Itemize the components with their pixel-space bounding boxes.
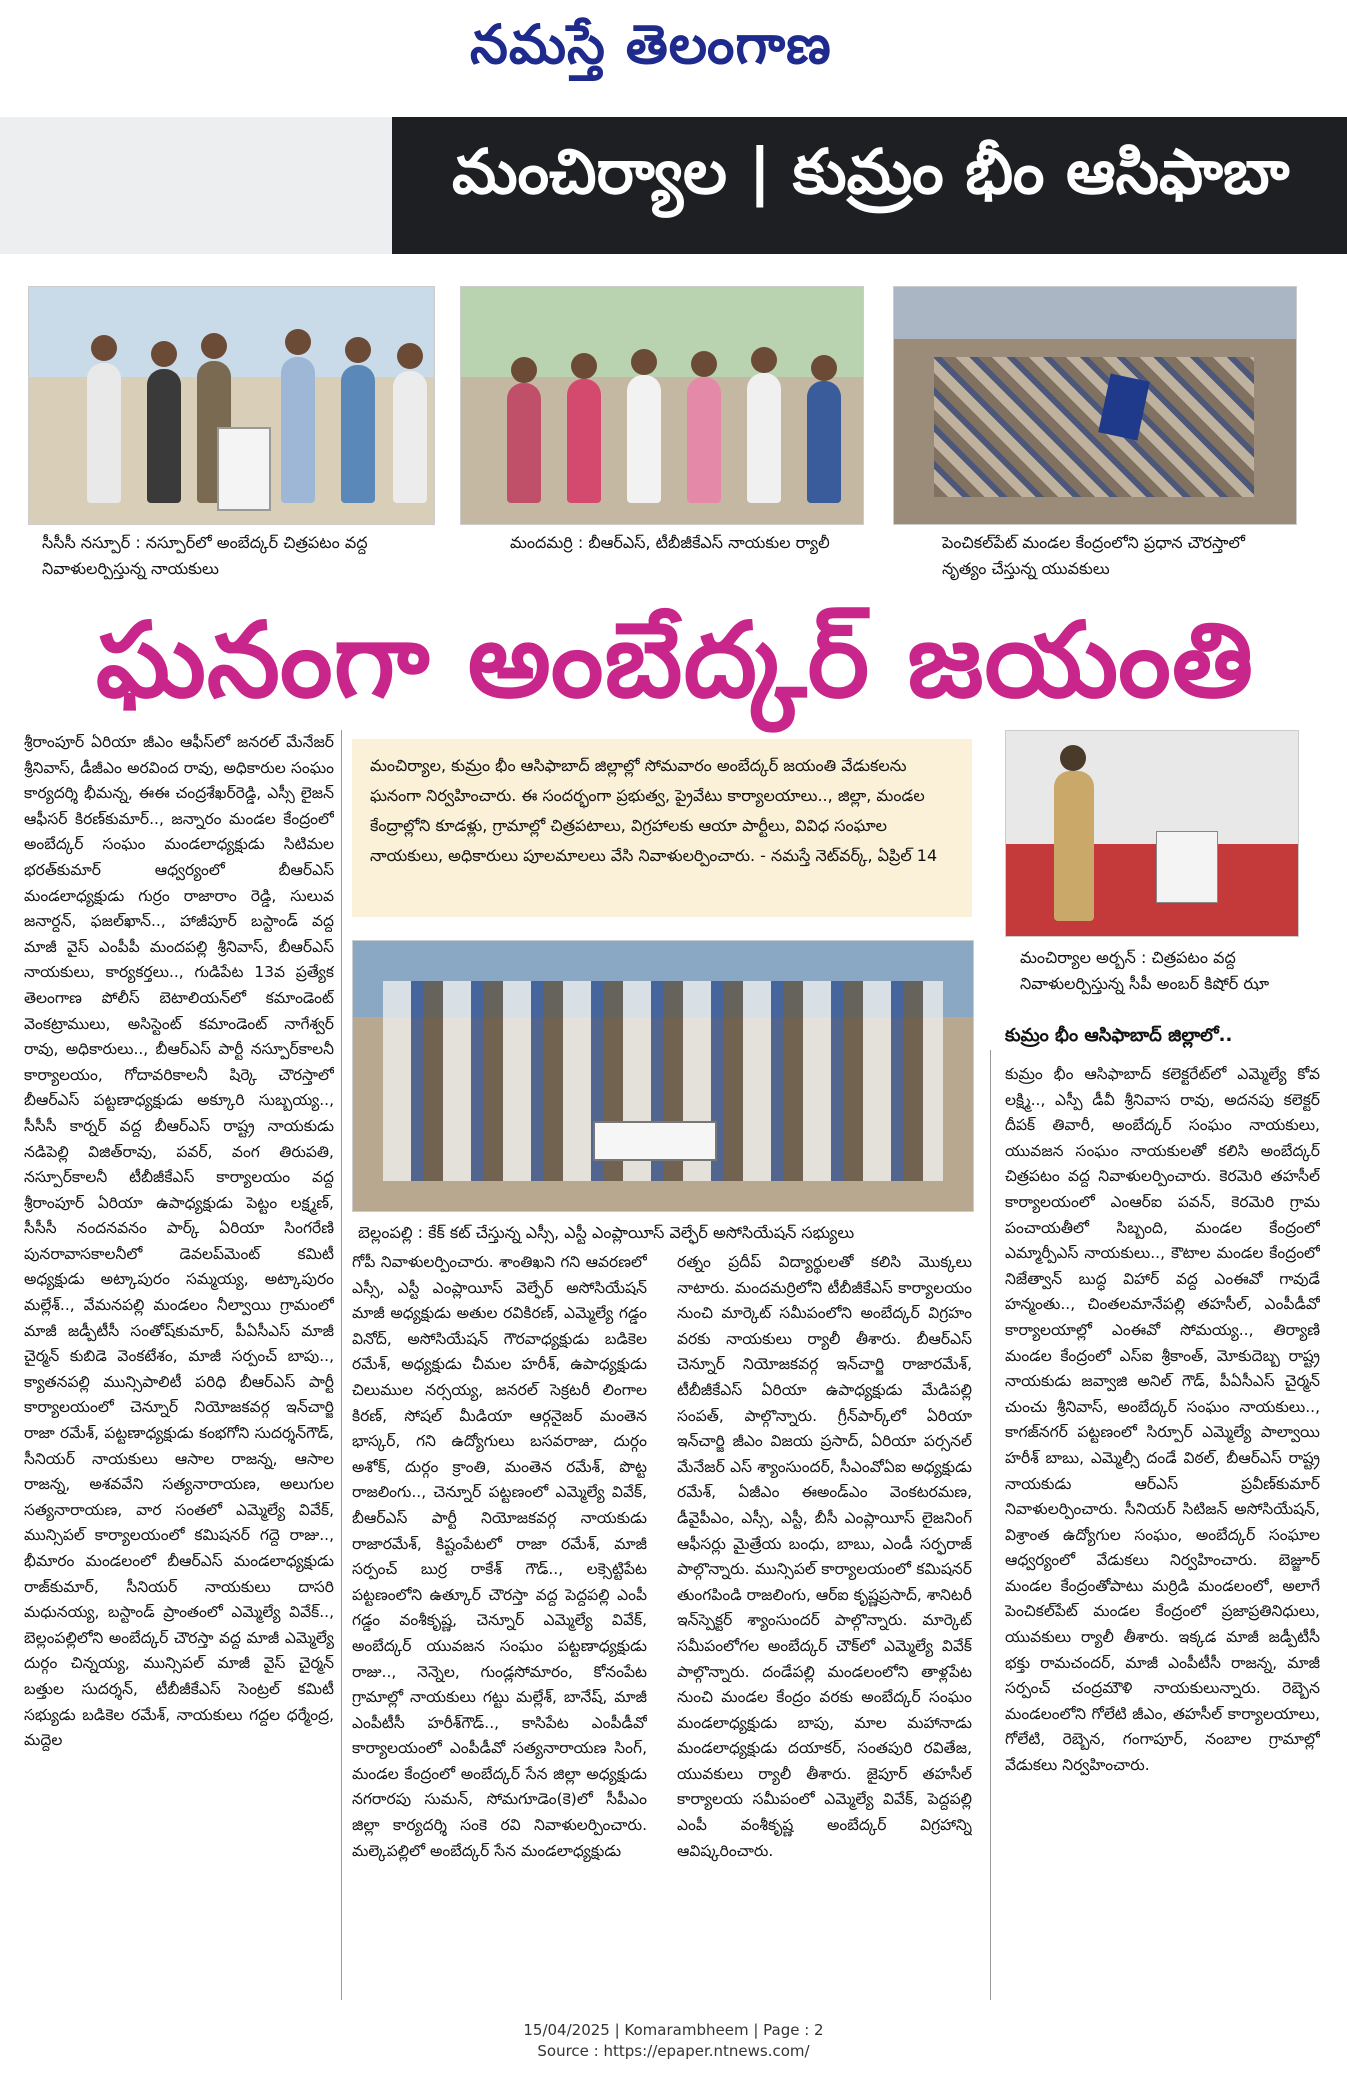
article-column-2: గోపీ నివాళులర్పించారు. శాంతిఖని గని ఆవరణలో ఎస్సీ, ఎస్టీ ఎంప్లాయీస్ వెల్ఫేర్ అసోసియేషన్ మాజీ అధ్యక్షుడు అతుల రవికిరణ్, ఎమ్మెల్యే గడ్డం వినోద్, అసోసియేషన్ గౌరవాధ్యక్షుడు బడికెల రమేశ్, అధ్యక్షుడు చీమల హరీశ్, ఉపాధ్యక్షుడు చిలుముల నర్సయ్య, జనరల్ సెక్రటరీ లింగాల కిరణ్, సోషల్ మీడియా ఆర్గనైజర్ మంతెన భాస్కర్, గని ఉద్యోగులు బసవరాజు, దుర్గం అశోక్, దుర్గం క్రాంతి, మంతెన రమేశ్, పొట్ట రాజలింగు.., చెన్నూర్ పట్టణంలో ఎమ్మెల్యే వివేక్, బీఆర్ఎస్ పార్టీ నియోజకవర్గ నాయకుడు రాజారమేశ్, కిష్టంపేటలో రాజా రమేశ్, మాజీ సర్పంచ్ బుర్ర రాకేశ్ గౌడ్.., లక్సెట్టిపేట పట్టణంలోని ఉత్కూర్ చౌరస్తా వద్ద పెద్దపల్లి ఎంపీ గడ్డం వంశీకృష్ణ, చెన్నూర్ ఎమ్మెల్యే వివేక్, అంబేద్కర్ యువజన సంఘం పట్టణాధ్యక్షుడు రాజు.., నెన్నెల, గుండ్లసోమారం, కోనంపేట గ్రామాల్లో నాయకులు గట్టు మల్లేశ్, బానేష్, మాజీ ఎంపీటీసీ హరీశ్‌గౌడ్.., కాసిపేట ఎంపీడీవో కార్యాలయంలో ఎంపీడీవో సత్యనారాయణ సింగ్, మండల కేంద్రంలో అంబేద్కర్ సేన జిల్లా అధ్యక్షుడు నగరారపు సుమన్, సోమగూడెం(కె)లో సీపీఎం జిల్లా కార్యదర్శి సంకె రవి నివాళులర్పించారు. మల్కెపల్లిలో అంబేద్కర్ సేన మండలాధ్యక్షుడు [352, 1253, 647, 1860]
photo-cp-tribute [1005, 730, 1299, 937]
photo-caption: మందమర్రి : బీఆర్ఎస్, టీబీజీకేఎస్ నాయకుల ర్యాలీ [510, 533, 830, 552]
footer-date-line: 15/04/2025 | Komarambheem | Page : 2 [523, 2021, 824, 2039]
photo-bellampalli-cake [352, 940, 974, 1212]
photo-caption: పెంచికల్‌పేట్ మండల కేంద్రంలోని ప్రధాన చౌరస్తాలో నృత్యం చేస్తున్న యువకులు [942, 533, 1246, 578]
section-subheading: కుమ్రం భీం ఆసిఫాబాద్ జిల్లాలో.. [1005, 1025, 1233, 1046]
footer-source-link[interactable]: Source : https://epaper.ntnews.com/ [537, 2042, 810, 2060]
article-column-3: రత్నం ప్రదీప్ విద్యార్థులతో కలిసి మొక్కలు నాటారు. మందమర్రిలోని టీబీజీకేఎస్ కార్యాలయం నుంచి మార్కెట్ సమీపంలోని అంబేద్కర్ విగ్రహం వరకు నాయకులు ర్యాలీ తీశారు. బీఆర్ఎస్ చెన్నూర్ నియోజకవర్గ ఇన్‌చార్జి రాజారమేశ్, టీబీజీకేఎస్ ఏరియా ఉపాధ్యక్షుడు మేడిపల్లి సంపత్, పాల్గొన్నారు. గ్రీన్‌పార్క్‌లో ఏరియా ఇన్‌చార్జి జీఎం విజయ ప్రసాద్, ఏరియా పర్సనల్ మేనేజర్ ఎస్ శ్యాంసుందర్, సీఎంవోఏఐ అధ్యక్షుడు రమేశ్, ఏజీఎం ఈఅండ్ఎం వెంకటరమణ, డీవైపీఎం, ఎస్సీ, ఎస్టీ, బీసీ ఎంప్లాయీస్ లైజనింగ్ ఆఫీసర్లు మైత్రేయ బంధు, బాబు, ఎండీ సర్ఫరాజ్ పాల్గొన్నారు. మున్సిపల్ కార్యాలయంలో కమిషనర్ తుంగపిండి రాజలింగు, ఆర్ఐ కృష్ణప్రసాద్, శానిటరీ ఇన్‌స్పెక్టర్ శ్యాంసుందర్ పాల్గొన్నారు. మార్కెట్ సమీపంలోగల అంబేద్కర్ చౌక్‌లో ఎమ్మెల్యే వివేక్ పాల్గొన్నారు. దండేపల్లి మండలంలోని తాళ్లపేట నుంచి మండల కేంద్రం వరకు అంబేద్కర్ సంఘం మండలాధ్యక్షుడు బాపు, మాల మహానాడు మండలాధ్యక్షుడు దయాకర్, సంతపురి రవితేజ, యువకులు ర్యాలీ తీశారు. జైపూర్ తహసీల్ కార్యాలయ సమీపంలో ఎమ్మెల్యే వివేక్, పెద్దపల్లి ఎంపీ వంశీకృష్ణ అంబేద్కర్ విగ్రహాన్ని ఆవిష్కరించారు. [677, 1253, 972, 1860]
masthead [0, 0, 1347, 110]
photo-penchikalpet-dance [893, 286, 1297, 525]
column-divider [341, 730, 342, 2000]
photo-nasspur-tribute [28, 286, 435, 525]
photo-mandamarri-rally [460, 286, 864, 525]
section-band [0, 117, 1347, 254]
band-light-block [0, 117, 392, 254]
photo-caption: మంచిర్యాల అర్బన్ : చిత్రపటం వద్ద నివాళులర్పిస్తున్న సీపీ అంబర్ కిషోర్ ఝా [1020, 948, 1270, 993]
page-footer [0, 2020, 1347, 2062]
photo-caption: బెల్లంపల్లి : కేక్ కట్ చేస్తున్న ఎస్సీ, ఎస్టీ ఎంప్లాయీస్ వెల్ఫేర్ అసోసియేషన్ సభ్యులు [358, 1223, 855, 1242]
column-divider [990, 1050, 991, 2000]
article-column-4: కుమ్రం భీం ఆసిఫాబాద్ కలెక్టరేట్‌లో ఎమ్మెల్యే కోవ లక్ష్మి.., ఎస్పీ డీవీ శ్రీనివాస రావు, అదనపు కలెక్టర్ దీపక్ తివారీ, అంబేద్కర్ సంఘం నాయకులు, యువజన సంఘం నాయకులతో కలిసి అంబేద్కర్ చిత్రపటం వద్ద నివాళులర్పించారు. కెరమెరి తహసీల్ కార్యాలయంలో ఎంఆర్ఐ పవన్, కెరమెరి గ్రామ పంచాయతీలో సిబ్బంది, మండల కేంద్రంలో ఎమ్మార్పీఎస్ నాయకులు.., కౌటాల మండల కేంద్రంలో నిజేత్వాన్ బుద్ధ విహార్ వద్ద ఎంఈవో గావుడే హన్మంతు.., చింతలమానేపల్లి తహసీల్, ఎంపీడీవో కార్యాలయాల్లో ఎంఈవో సోమయ్య.., తిర్యాణి మండల కేంద్రంలో ఎస్ఐ శ్రీకాంత్, మోకుదెబ్బ రాష్ట్ర నాయకుడు జవ్వాజి అనిల్ గౌడ్, పీఏసీఎస్ చైర్మన్ చుంచు శ్రీనివాస్, అంబేద్కర్ సంఘం నాయకులు.., కాగజ్‌నగర్ పట్టణంలో సిర్పూర్ ఎమ్మెల్యే పాల్వాయి హరీశ్ బాబు, ఎమ్మెల్సీ దండే విఠల్, బీఆర్ఎస్ రాష్ట్ర నాయకుడు ఆర్ఎస్ ప్రవీణ్‌కుమార్ నివాళులర్పించారు. సీనియర్ సిటిజన్ అసోసియేషన్, విశ్రాంత ఉద్యోగుల సంఘం, అంబేద్కర్ సంఘాల ఆధ్వర్యంలో వేడుకలు నిర్వహించారు. బెజ్జూర్ మండల కేంద్రంతోపాటు మర్రిడి మండలంలో, అలాగే పెంచికల్‌పేట్ మండల కేంద్రంలో ప్రజాప్రతినిధులు, యువకులు ర్యాలీ తీశారు. ఇక్కడ మాజీ జడ్పీటీసీ భక్తు రామచందర్, మాజీ ఎంపీటీసీ రాజన్న, మాజీ సర్పంచ్ చంద్రమౌళి నాయకులున్నారు. రెబ్బెన మండలంలోని గోలేటి జీఎం, తహసీల్ కార్యాలయాలు, గోలేటి, రెబ్బెన, గంగాపూర్, నంబాల గ్రామాల్లో వేడుకలు నిర్వహించారు. [1005, 1065, 1320, 1775]
newspaper-logo: నమస్తే తెలంగాణ [470, 12, 832, 76]
summary-box: మంచిర్యాల, కుమ్రం భీం ఆసిఫాబాద్ జిల్లాల్లో సోమవారం అంబేద్కర్ జయంతి వేడుకలను ఘనంగా నిర్వహించారు. ఈ సందర్భంగా ప్రభుత్వ, ప్రైవేటు కార్యాలయాలు.., జిల్లా, మండల కేంద్రాల్లోని కూడళ్లు, గ్రామాల్లో చిత్రపటాలు, విగ్రహాలకు ఆయా పార్టీలు, వివిధ సంఘాల నాయకులు, అధికారులు పూలమాలలు వేసి నివాళులర్పించారు. - నమస్తే నెట్‌వర్క్, ఏప్రిల్ 14 [352, 739, 972, 917]
district-title: మంచిర్యాల | కుమ్రం భీం ఆసిఫాబా [452, 135, 1290, 208]
main-headline: ఘనంగా అంబేద్కర్ జయంతి [95, 599, 1255, 721]
article-column-1: శ్రీరాంపూర్ ఏరియా జీఎం ఆఫీస్‌లో జనరల్ మేనేజర్ శ్రీనివాస్, డీజీఎం అరవింద రావు, అధికారుల సంఘం కార్యదర్శి భీమన్న, ఈఈ చంద్రశేఖర్‌రెడ్డి, ఎస్సీ లైజన్ ఆఫీసర్ కిరణ్‌కుమార్.., జన్నారం మండల కేంద్రంలో అంబేద్కర్ సంఘం మండలాధ్యక్షుడు సిటిమల భరత్‌కుమార్ ఆధ్వర్యంలో బీఆర్ఎస్ మండలాధ్యక్షుడు గుర్రం రాజారాం రెడ్డి, సులువ జనార్దన్, ఫజల్‌ఖాన్.., హాజీపూర్ బస్టాండ్ వద్ద మాజీ వైస్ ఎంపీపీ మందపల్లి శ్రీనివాస్, బీఆర్ఎస్ నాయకులు, కార్యకర్తలు.., గుడిపేట 13వ ప్రత్యేక తెలంగాణ పోలీస్ బెటాలియన్‌లో కమాండెంట్ వెంకట్రాములు, అసిస్టెంట్ కమాండెంట్ నాగేశ్వర్ రావు, అధికారులు.., బీఆర్ఎస్ పార్టీ నస్పూర్‌కాలనీ కార్యాలయం, గోదావరికాలనీ షిర్కె చౌరస్తాలో బీఆర్ఎస్ పట్టణాధ్యక్షుడు అక్కూరి సుబ్బయ్య.., సీసీసీ కార్నర్ వద్ద బీఆర్ఎస్ రాష్ట్ర నాయకుడు నడిపెల్లి విజిత్‌రావు, పవర్, వంగ తిరుపతి, నస్పూర్‌కాలనీ టీబీజీకేఎస్ కార్యాలయం వద్ద శ్రీరాంపూర్ ఏరియా ఉపాధ్యక్షుడు పెట్టం లక్ష్మణ్, సీసీసీ నందనవనం పార్క్ ఏరియా సింగరేణి పునరావాసకాలనీలో డెవలప్‌మెంట్ కమిటీ అధ్యక్షుడు అట్కాపురం సమ్మయ్య, అట్కాపురం మల్లేశ్.., వేమనపల్లి మండలం నీల్వాయి గ్రామంలో మాజీ జడ్పీటీసీ సంతోష్‌కుమార్, పీఏసీఎస్ మాజీ చైర్మన్ కుబిడె వెంకటేశం, మాజీ సర్పంచ్ బాపు.., క్యాతనపల్లి మున్సిపాలిటీ పరిధి బీఆర్ఎస్ పార్టీ కార్యాలయంలో చెన్నూర్ నియోజకవర్గ ఇన్‌చార్జి రాజా రమేశ్, పట్టణాధ్యక్షుడు కంభగోని సుదర్శన్‌గౌడ్, సీనియర్ నాయకులు ఆసాల రాజన్న, ఆసాల రాజన్న, అశవవేని సత్యనారాయణ, అలుగుల సత్యనారాయణ, వార సంతలో ఎమ్మెల్యే వివేక్, మున్సిపల్ కార్యాలయంలో కమిషనర్ గద్దె రాజు.., భీమారం మండలంలో బీఆర్ఎస్ మండలాధ్యక్షుడు రాజ్‌కుమార్, సీనియర్ నాయకులు దాసరి మధునయ్య, బస్టాండ్ ప్రాంతంలో ఎమ్మెల్యే వివేక్.., బెల్లంపల్లిలోని అంబేద్కర్ చౌరస్తా వద్ద మాజీ ఎమ్మెల్యే దుర్గం చిన్నయ్య, మున్సిపల్ మాజీ వైస్ చైర్మన్ బత్తుల సుదర్శన్, టీబీజీకేఎస్ సెంట్రల్ కమిటీ సభ్యుడు బడికెల రమేశ్, నాయకులు గద్దల ధర్మేంద్ర, మద్దెల [24, 733, 334, 1750]
photo-caption: సీసీసీ నస్పూర్ : నస్పూర్‌లో అంబేద్కర్ చిత్రపటం వద్ద నివాళులర్పిస్తున్న నాయకులు [42, 533, 368, 578]
